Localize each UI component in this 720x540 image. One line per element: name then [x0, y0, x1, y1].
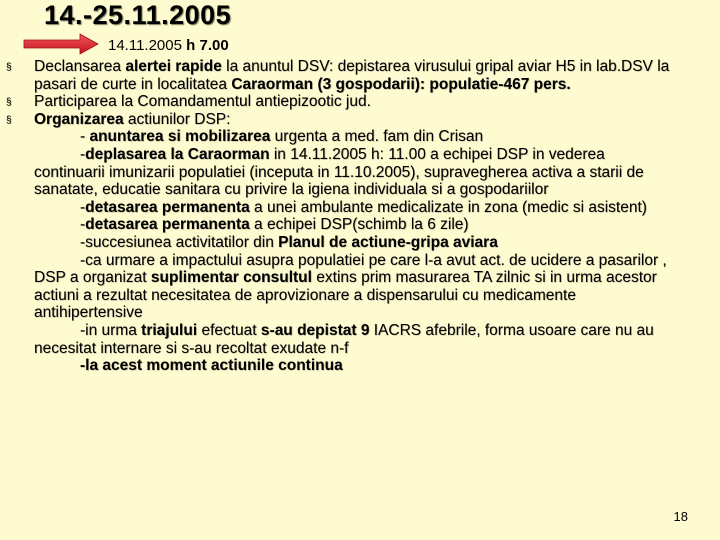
red-arrow-icon: [22, 32, 100, 56]
bold-text: alertei rapide: [125, 58, 222, 75]
bold-text: detasarea permanenta: [85, 198, 250, 216]
text-run: urgenta a med. fam din Crisan: [270, 128, 484, 146]
bullet-item: [6, 58, 674, 93]
text-run: Participarea la Comandamentul antiepizootic jud.: [34, 93, 371, 111]
bold-text: s-au depistat 9: [260, 321, 370, 339]
action-paragraph: [34, 199, 674, 217]
action-paragraph: [34, 357, 674, 375]
action-paragraph: [34, 322, 674, 357]
action-list: [34, 128, 674, 374]
text-run: -ca urmare a impactului asupra populatiei pe care l-a avut act. de ucidere a pasarilor , DSP a organizat: [34, 251, 667, 287]
text-run: -: [80, 216, 86, 234]
action-paragraph: [34, 216, 674, 234]
bullet-list: [6, 58, 674, 128]
bold-text: Organizarea: [34, 110, 124, 128]
subheading-date: 14.11.2005: [108, 37, 182, 54]
text-run: in 14.11.2005 h: 11.00 a echipei DSP in vederea continuarii imunizarii populatiei (inceputa in 11.10.2005), supravegherea activa a starii de sanatate, educatie sanitara cu privire la igiena individuala si a gospodariilor: [34, 145, 644, 199]
bold-text: detasarea permanenta: [85, 216, 250, 234]
bold-text: Planul de actiune-gripa aviara: [278, 233, 498, 251]
text-run: -succesiunea activitatilor din: [80, 233, 279, 251]
text-run: -: [80, 145, 86, 163]
text-run: -in urma: [80, 321, 142, 339]
slide-content: [6, 58, 674, 375]
bold-text: anuntarea si mobilizarea: [89, 128, 271, 146]
bullet-item: [6, 110, 674, 129]
square-bullet-icon: §: [6, 62, 12, 73]
slide-title: 14.-25.11.2005: [44, 0, 232, 30]
text-run: extins prim masurarea TA zilnic si in urma acestor actiuni a rezultat necesitatea de aprovizionare a dispensarului cu medicamente antihipertensive: [34, 269, 657, 322]
text-run: -: [80, 198, 86, 216]
text-run: efectuat: [197, 321, 261, 339]
action-paragraph: [34, 128, 674, 146]
bold-text: deplasarea la Caraorman: [85, 145, 270, 163]
text-run: -: [80, 128, 90, 146]
action-paragraph: [34, 146, 674, 199]
action-paragraph: [34, 252, 674, 322]
page-number: 18: [673, 509, 688, 524]
text-run: actiunilor DSP:: [123, 110, 231, 128]
square-bullet-icon: §: [6, 97, 12, 109]
text-run: a echipei DSP(schimb la 6 zile): [249, 216, 469, 234]
bullet-item: [6, 93, 674, 111]
text-run: a unei ambulante medicalizate in zona (medic si asistent): [249, 198, 647, 216]
bold-text: suplimentar consultul: [150, 269, 312, 287]
action-paragraph: [34, 234, 674, 252]
subheading-hour: h 7.00: [186, 37, 229, 54]
text-run: IACRS afebrile, forma usoare care nu au necesitat internare si s-au recoltat exudate n-f: [34, 321, 654, 357]
bold-text: triajului: [141, 321, 198, 339]
bold-text: -la acest moment actiunile continua: [80, 357, 343, 375]
bold-text: Caraorman (3 gospodarii): populatie-467 pers.: [231, 75, 571, 93]
subheading: [108, 37, 229, 54]
text-run: Declansarea: [34, 58, 126, 75]
square-bullet-icon: §: [6, 114, 12, 126]
text-run: la anuntul DSV: depistarea virusului gripal aviar H5 in lab.DSV la pasari de curte in localitatea: [34, 58, 670, 93]
